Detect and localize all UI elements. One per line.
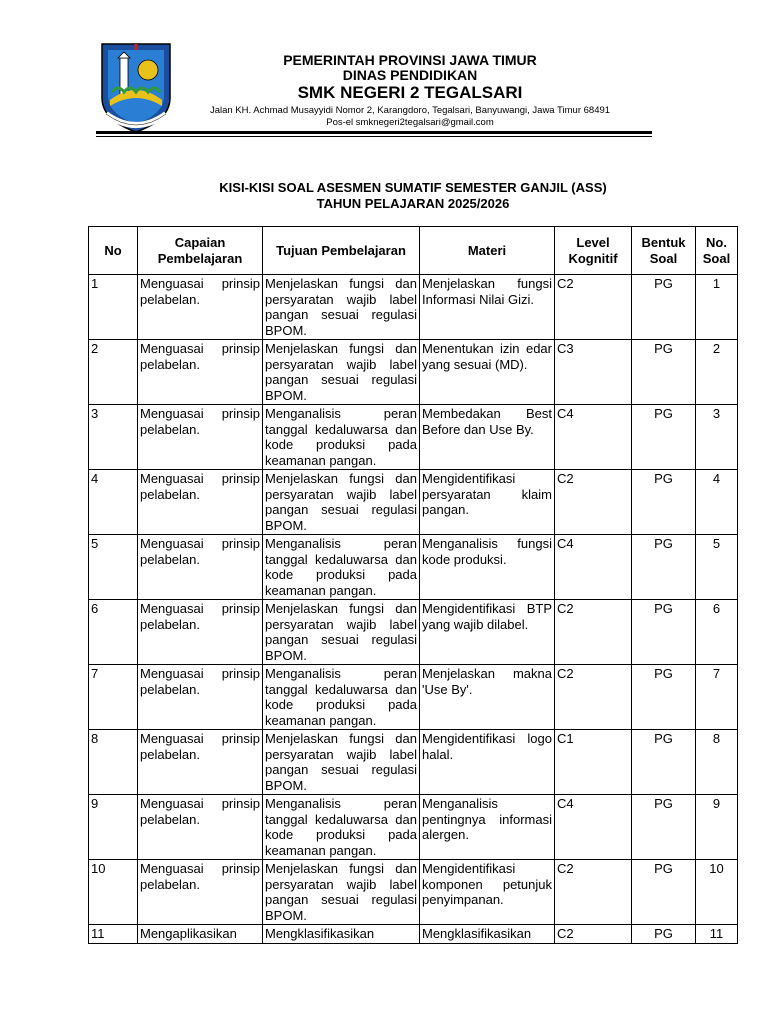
cell-level: C4 [555, 535, 632, 600]
cell-nosoal: 2 [696, 340, 738, 405]
table-row [89, 275, 738, 340]
cell-no: 4 [89, 470, 138, 535]
cell-capaian: Menguasai prinsip pelabelan. [138, 730, 263, 795]
cell-capaian: Menguasai prinsip pelabelan. [138, 470, 263, 535]
cell-materi: Mengidentifikasi logo halal. [420, 730, 555, 795]
cell-bentuk: PG [632, 275, 696, 340]
letterhead [180, 53, 640, 129]
cell-tujuan: Menjelaskan fungsi dan persyaratan wajib label pangan sesuai regulasi BPOM. [263, 730, 420, 795]
cell-nosoal: 1 [696, 275, 738, 340]
cell-tujuan: Menganalisis peran tanggal kedaluwarsa dan kode produksi pada keamanan pangan. [263, 405, 420, 470]
header-capaian: Capaian Pembelajaran [138, 227, 263, 275]
cell-no: 3 [89, 405, 138, 470]
header-bentuk: Bentuk Soal [632, 227, 696, 275]
cell-no: 10 [89, 860, 138, 925]
table-row [89, 340, 738, 405]
cell-level: C4 [555, 795, 632, 860]
header-materi: Materi [420, 227, 555, 275]
cell-materi: Mengklasifikasikan [420, 925, 555, 944]
cell-tujuan: Menjelaskan fungsi dan persyaratan wajib label pangan sesuai regulasi BPOM. [263, 340, 420, 405]
table-row [89, 535, 738, 600]
table-row [89, 600, 738, 665]
cell-level: C2 [555, 860, 632, 925]
cell-bentuk: PG [632, 730, 696, 795]
cell-level: C3 [555, 340, 632, 405]
table-row [89, 860, 738, 925]
cell-level: C2 [555, 275, 632, 340]
cell-materi: Menentukan izin edar yang sesuai (MD). [420, 340, 555, 405]
table-row [89, 405, 738, 470]
header-tujuan: Tujuan Pembelajaran [263, 227, 420, 275]
cell-materi: Membedakan Best Before dan Use By. [420, 405, 555, 470]
cell-tujuan: Menjelaskan fungsi dan persyaratan wajib label pangan sesuai regulasi BPOM. [263, 860, 420, 925]
cell-tujuan: Menjelaskan fungsi dan persyaratan wajib label pangan sesuai regulasi BPOM. [263, 600, 420, 665]
cell-materi: Mengidentifikasi komponen petunjuk penyimpanan. [420, 860, 555, 925]
document-title [88, 180, 738, 212]
cell-level: C2 [555, 470, 632, 535]
letterhead-divider-thick [96, 131, 652, 134]
cell-no: 9 [89, 795, 138, 860]
table-row [89, 470, 738, 535]
table-row [89, 665, 738, 730]
header-no: No [89, 227, 138, 275]
table-row [89, 730, 738, 795]
cell-level: C2 [555, 665, 632, 730]
school-email: Pos-el smknegeri2tegalsari@gmail.com [326, 117, 494, 128]
table-header-row [89, 227, 738, 275]
cell-level: C4 [555, 405, 632, 470]
cell-capaian: Mengaplikasikan [138, 925, 263, 944]
letterhead-line-2: DINAS PENDIDIKAN [342, 67, 478, 83]
cell-no: 2 [89, 340, 138, 405]
cell-materi: Menjelaskan fungsi Informasi Nilai Gizi. [420, 275, 555, 340]
cell-tujuan: Menganalisis peran tanggal kedaluwarsa dan kode produksi pada keamanan pangan. [263, 665, 420, 730]
cell-tujuan: Menjelaskan fungsi dan persyaratan wajib label pangan sesuai regulasi BPOM. [263, 275, 420, 340]
school-name: SMK NEGERI 2 TEGALSARI [297, 83, 523, 102]
cell-capaian: Menguasai prinsip pelabelan. [138, 600, 263, 665]
cell-no: 7 [89, 665, 138, 730]
cell-nosoal: 10 [696, 860, 738, 925]
cell-materi: Menganalisis fungsi kode produksi. [420, 535, 555, 600]
cell-bentuk: PG [632, 470, 696, 535]
cell-capaian: Menguasai prinsip pelabelan. [138, 405, 263, 470]
cell-level: C2 [555, 925, 632, 944]
cell-level: C1 [555, 730, 632, 795]
cell-bentuk: PG [632, 405, 696, 470]
header-nosoal: No. Soal [696, 227, 738, 275]
table-row [89, 795, 738, 860]
cell-bentuk: PG [632, 340, 696, 405]
cell-no: 11 [89, 925, 138, 944]
cell-nosoal: 11 [696, 925, 738, 944]
document-title-line-1: KISI-KISI SOAL ASESMEN SUMATIF SEMESTER GANJIL (ASS) [219, 180, 607, 195]
cell-no: 6 [89, 600, 138, 665]
letterhead-line-1: PEMERINTAH PROVINSI JAWA TIMUR [283, 52, 537, 68]
cell-nosoal: 9 [696, 795, 738, 860]
cell-nosoal: 7 [696, 665, 738, 730]
cell-nosoal: 3 [696, 405, 738, 470]
cell-nosoal: 8 [696, 730, 738, 795]
cell-tujuan: Menjelaskan fungsi dan persyaratan wajib label pangan sesuai regulasi BPOM. [263, 470, 420, 535]
kisi-kisi-table [88, 226, 738, 944]
cell-bentuk: PG [632, 665, 696, 730]
cell-materi: Mengidentifikasi BTP yang wajib dilabel. [420, 600, 555, 665]
cell-nosoal: 4 [696, 470, 738, 535]
header-level: Level Kognitif [555, 227, 632, 275]
cell-tujuan: Mengklasifikasikan [263, 925, 420, 944]
cell-capaian: Menguasai prinsip pelabelan. [138, 860, 263, 925]
cell-capaian: Menguasai prinsip pelabelan. [138, 340, 263, 405]
document-title-line-2: TAHUN PELAJARAN 2025/2026 [316, 196, 510, 211]
cell-no: 1 [89, 275, 138, 340]
cell-capaian: Menguasai prinsip pelabelan. [138, 275, 263, 340]
emblem-icon [96, 40, 176, 136]
cell-level: C2 [555, 600, 632, 665]
school-address: Jalan KH. Achmad Musayyidi Nomor 2, Karangdoro, Tegalsari, Banyuwangi, Jawa Timur 68491 [209, 105, 611, 116]
cell-tujuan: Menganalisis peran tanggal kedaluwarsa dan kode produksi pada keamanan pangan. [263, 795, 420, 860]
cell-nosoal: 5 [696, 535, 738, 600]
cell-capaian: Menguasai prinsip pelabelan. [138, 535, 263, 600]
cell-bentuk: PG [632, 795, 696, 860]
cell-capaian: Menguasai prinsip pelabelan. [138, 795, 263, 860]
letterhead-divider-thin [96, 136, 652, 137]
cell-materi: Mengidentifikasi persyaratan klaim pangan. [420, 470, 555, 535]
cell-bentuk: PG [632, 860, 696, 925]
province-emblem-logo [96, 40, 176, 136]
cell-capaian: Menguasai prinsip pelabelan. [138, 665, 263, 730]
cell-materi: Menganalisis pentingnya informasi alergen. [420, 795, 555, 860]
cell-tujuan: Menganalisis peran tanggal kedaluwarsa dan kode produksi pada keamanan pangan. [263, 535, 420, 600]
cell-materi: Menjelaskan makna 'Use By'. [420, 665, 555, 730]
cell-bentuk: PG [632, 600, 696, 665]
table-row [89, 925, 738, 944]
cell-no: 5 [89, 535, 138, 600]
cell-no: 8 [89, 730, 138, 795]
cell-nosoal: 6 [696, 600, 738, 665]
cell-bentuk: PG [632, 925, 696, 944]
cell-bentuk: PG [632, 535, 696, 600]
